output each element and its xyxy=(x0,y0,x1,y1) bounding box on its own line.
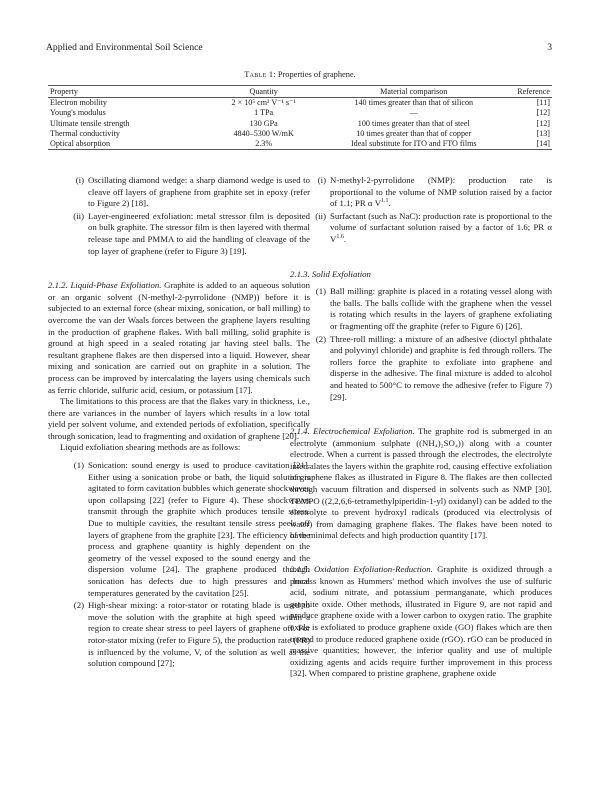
list-item xyxy=(48,600,310,670)
table-label: Table 1 xyxy=(244,70,274,79)
paragraph-text: The graphite rod is submerged in an electrolyte (ammonium sulphate ((NH₄)₂SO₄)) along with a counter electrode. When a current is passed through the electrodes, the electrolyte intercalates the layers within the graphite rod, causing effective exfoliation of graphene flakes as illustrated in Figure 8. The flakes are then collected through vacuum filtration and dispersed in solvents such as NMP [30]. TEMPO ((2,2,6,6-tetramethylpiperidin-1-yl) oxidanyl) can be added to the electrolyte to prevent hydroxyl radicals (produced via electrolysis of water) from damaging graphene flakes. The flakes have been noted to have minimal defects and high production quantity [17]. xyxy=(290,426,552,541)
list-text: Sonication: sound energy is used to produce cavitation [21]. Either using a sonication probe or bath, the liquid solution is agitated to form cavitation bubbles which generate shockwaves upon collapsing [22] (refer to Figure 4). These shockwaves transmit through the graphite which produces tensile stress. Due to multiple cavities, the resultant tensile stress peels off layers of graphene from the graphite [23]. The efficiency of the process and graphene quantity is highly dependent on the geometry of the vessel exposed to the sound energy and the dispersion volume [24]. The graphene produced through sonication has defects due to high pressures and local temperatures generated by the cavitation [25]. xyxy=(88,460,310,598)
cell-quantity: 2.3% xyxy=(255,139,273,149)
cell-reference[interactable]: [12] xyxy=(536,108,550,118)
list-text: Layer-engineered exfoliation: metal stressor film is deposited on bulk graphite. The stressor film is then layered with thermal release tape and PMMA to aid the handling of cleavage of the top layer of graphene (refer to Figure 3) [19]. xyxy=(88,210,310,256)
header-property: Property xyxy=(48,86,208,98)
list-number: (1) xyxy=(315,286,326,297)
limitations-paragraph: The limitations to this process are that the flakes vary in thickness, i.e., there are variances in the number of layers which results in a low total yield per solvent volume, and extended periods of exfoliation, specifically through sonication, lead to fragmenting and oxidation of graphene [20]. xyxy=(48,396,310,441)
list-item xyxy=(48,460,310,599)
list-number: (ii) xyxy=(73,210,84,221)
list-item xyxy=(48,211,310,257)
table-row xyxy=(48,139,552,150)
table-row xyxy=(48,129,552,139)
list-number: (i) xyxy=(317,175,326,185)
properties-table xyxy=(48,85,552,150)
paragraph-text: Graphite is oxidized through a process known as Hummers' method which involves the use of sulfuric acid, sodium nitrate, and potassium permanganate, which produces graphite oxide. Other methods, illustrated in Figure 9, are not rapid and produce graphene oxide with a lower carbon to oxygen ratio. The graphite oxide is exfoliated to produce graphene oxide (GO) flakes which are then treated to produce reduced graphene oxide (rGO). rGO can be produced in massive quantities; however, the inferior quality and use of multiple oxidizing agents and acids require further improvement in this process [32]. When compared to pristine graphene, graphene oxide xyxy=(290,564,552,679)
exponent: 1.6 xyxy=(336,234,344,241)
shearing-intro: Liquid exfoliation shearing methods are as follows: xyxy=(60,442,241,453)
right-column xyxy=(290,175,552,680)
list-number: (1) xyxy=(73,460,84,471)
list-text: High-shear mixing: a rotor-stator or rotating blade is used to move the solution with the graphite at high speed within a region to create shear stress to peel layers of graphene off. For rotor-stator mixing (refer to Figure 5), the production rate (PR) is influenced by the volume, V, of the solution as well as the solution compound [27]; xyxy=(88,600,310,669)
header-reference: Reference xyxy=(508,86,552,98)
cell-comparison: Ideal substitute for ITO and FTO films xyxy=(350,139,477,149)
liquid-phase-paragraph xyxy=(48,280,310,396)
cell-comparison: 100 times greater than that of steel xyxy=(357,118,470,128)
oxidation-paragraph xyxy=(290,564,552,680)
list-number: (2) xyxy=(315,333,326,344)
cell-reference[interactable]: [11] xyxy=(536,98,550,108)
cell-reference[interactable]: [14] xyxy=(536,139,550,149)
list-text: Oscillating diamond wedge: a sharp diamond wedge is used to cleave off layers of graphene from graphite set in epoxy (refer to Figure 2) [18]. xyxy=(88,175,310,209)
cell-property: Thermal conductivity xyxy=(50,128,120,138)
journal-title: Applied and Environmental Soil Science xyxy=(46,42,203,53)
list-item xyxy=(48,175,310,210)
mechanical-exfoliation-list xyxy=(48,175,310,257)
cell-quantity: 2 × 10⁵ cm² V⁻¹ s⁻¹ xyxy=(231,98,296,108)
paragraph-text: Graphite is added to an aqueous solution or an organic solvent (N-methyl-2-pyrrolidone (NMP)) before it is subjected to an external force (shear mixing, sonication, or ball milling) to overcome the van der Waals forces between the graphene layers resulting in the production of graphene flakes. With ball milling, solid graphite is ground at high speed in a sealed rotating jar having steel balls. The resultant graphene flakes are then dispersed into a liquid. However, shear mixing and sonication are carried out on graphite in a solution. The process can be improved by intercalating the layers using chemicals such as ferric chloride, sulfuric acid, cesium, or potassium [17]. xyxy=(48,280,310,395)
cell-property: Ultimate tensile strength xyxy=(50,118,130,128)
header-quantity: Quantity xyxy=(208,86,319,98)
shearing-methods-list xyxy=(48,460,310,670)
table-caption-text: : Properties of graphene. xyxy=(273,70,356,79)
cell-quantity: 130 GPa xyxy=(249,118,278,128)
list-text: Surfactant (such as NaC): production rate is proportional to the volume of surfactant solution raised by a factor of 1.6; PR α V xyxy=(330,210,552,244)
cell-comparison: 10 times greater than that of copper xyxy=(356,128,472,138)
exponent: 1.1 xyxy=(381,198,389,205)
page-number: 3 xyxy=(547,42,552,53)
list-number: (2) xyxy=(73,600,84,611)
list-tail: . xyxy=(343,233,347,244)
cell-quantity: 4840–5300 W/mK xyxy=(233,128,294,138)
cell-property: Young's modulus xyxy=(50,108,106,118)
section-heading-2-1-3: 2.1.3. Solid Exfoliation xyxy=(290,268,371,279)
cell-property: Electron mobility xyxy=(50,98,107,108)
solid-exfoliation-list xyxy=(290,286,552,403)
table-row xyxy=(48,119,552,129)
list-number: (ii) xyxy=(315,210,326,221)
section-heading-2-1-2: 2.1.2. Liquid-Phase Exfoliation. xyxy=(48,280,162,291)
list-tail: . xyxy=(388,198,391,209)
table-row xyxy=(48,98,552,109)
list-item xyxy=(290,334,552,404)
production-rate-list xyxy=(290,175,552,246)
cell-quantity: 1 TPa xyxy=(254,108,274,118)
list-item xyxy=(290,211,552,246)
table-header-row xyxy=(48,86,552,98)
list-number: (i) xyxy=(75,175,84,185)
cell-comparison: 140 times greater than that of silicon xyxy=(354,98,474,108)
left-column xyxy=(48,175,310,671)
cell-comparison: — xyxy=(409,108,418,118)
cell-reference[interactable]: [12] xyxy=(536,118,550,128)
header-comparison: Material comparison xyxy=(319,86,508,98)
table-caption xyxy=(0,70,600,79)
cell-reference[interactable]: [13] xyxy=(536,128,550,138)
section-heading-2-1-4: 2.1.4. Electrochemical Exfoliation. xyxy=(290,426,415,437)
list-text: N-methyl-2-pyrrolidone (NMP): production rate is proportional to the volume of NMP solution raised by a factor of 1.1; PR α V xyxy=(330,175,552,209)
list-item xyxy=(290,286,552,332)
electrochemical-paragraph xyxy=(290,426,552,542)
section-heading-2-1-5: 2.1.5. Oxidation Exfoliation-Reduction. xyxy=(290,564,433,575)
cell-property: Optical absorption xyxy=(50,139,111,149)
list-text: Three-roll milling: a mixture of an adhesive (dioctyl phthalate and polyvinyl chloride) and graphite is fed through rollers. The rollers force the graphite to exfoliate into graphene and disperse in the adhesive. The final mixture is added to alcohol and heated to 500°C to remove the adhesive (refer to Figure 7) [29]. xyxy=(330,333,552,402)
list-item xyxy=(290,175,552,210)
running-head xyxy=(46,42,552,53)
list-text: Ball milling: graphite is placed in a rotating vessel along with the balls. The balls collide with the graphene when the vessel is rotating which results in the layers of graphene exfoliating or fragmenting off the graphite (refer to Figure 6) [26]. xyxy=(330,286,552,331)
table-row xyxy=(48,108,552,118)
